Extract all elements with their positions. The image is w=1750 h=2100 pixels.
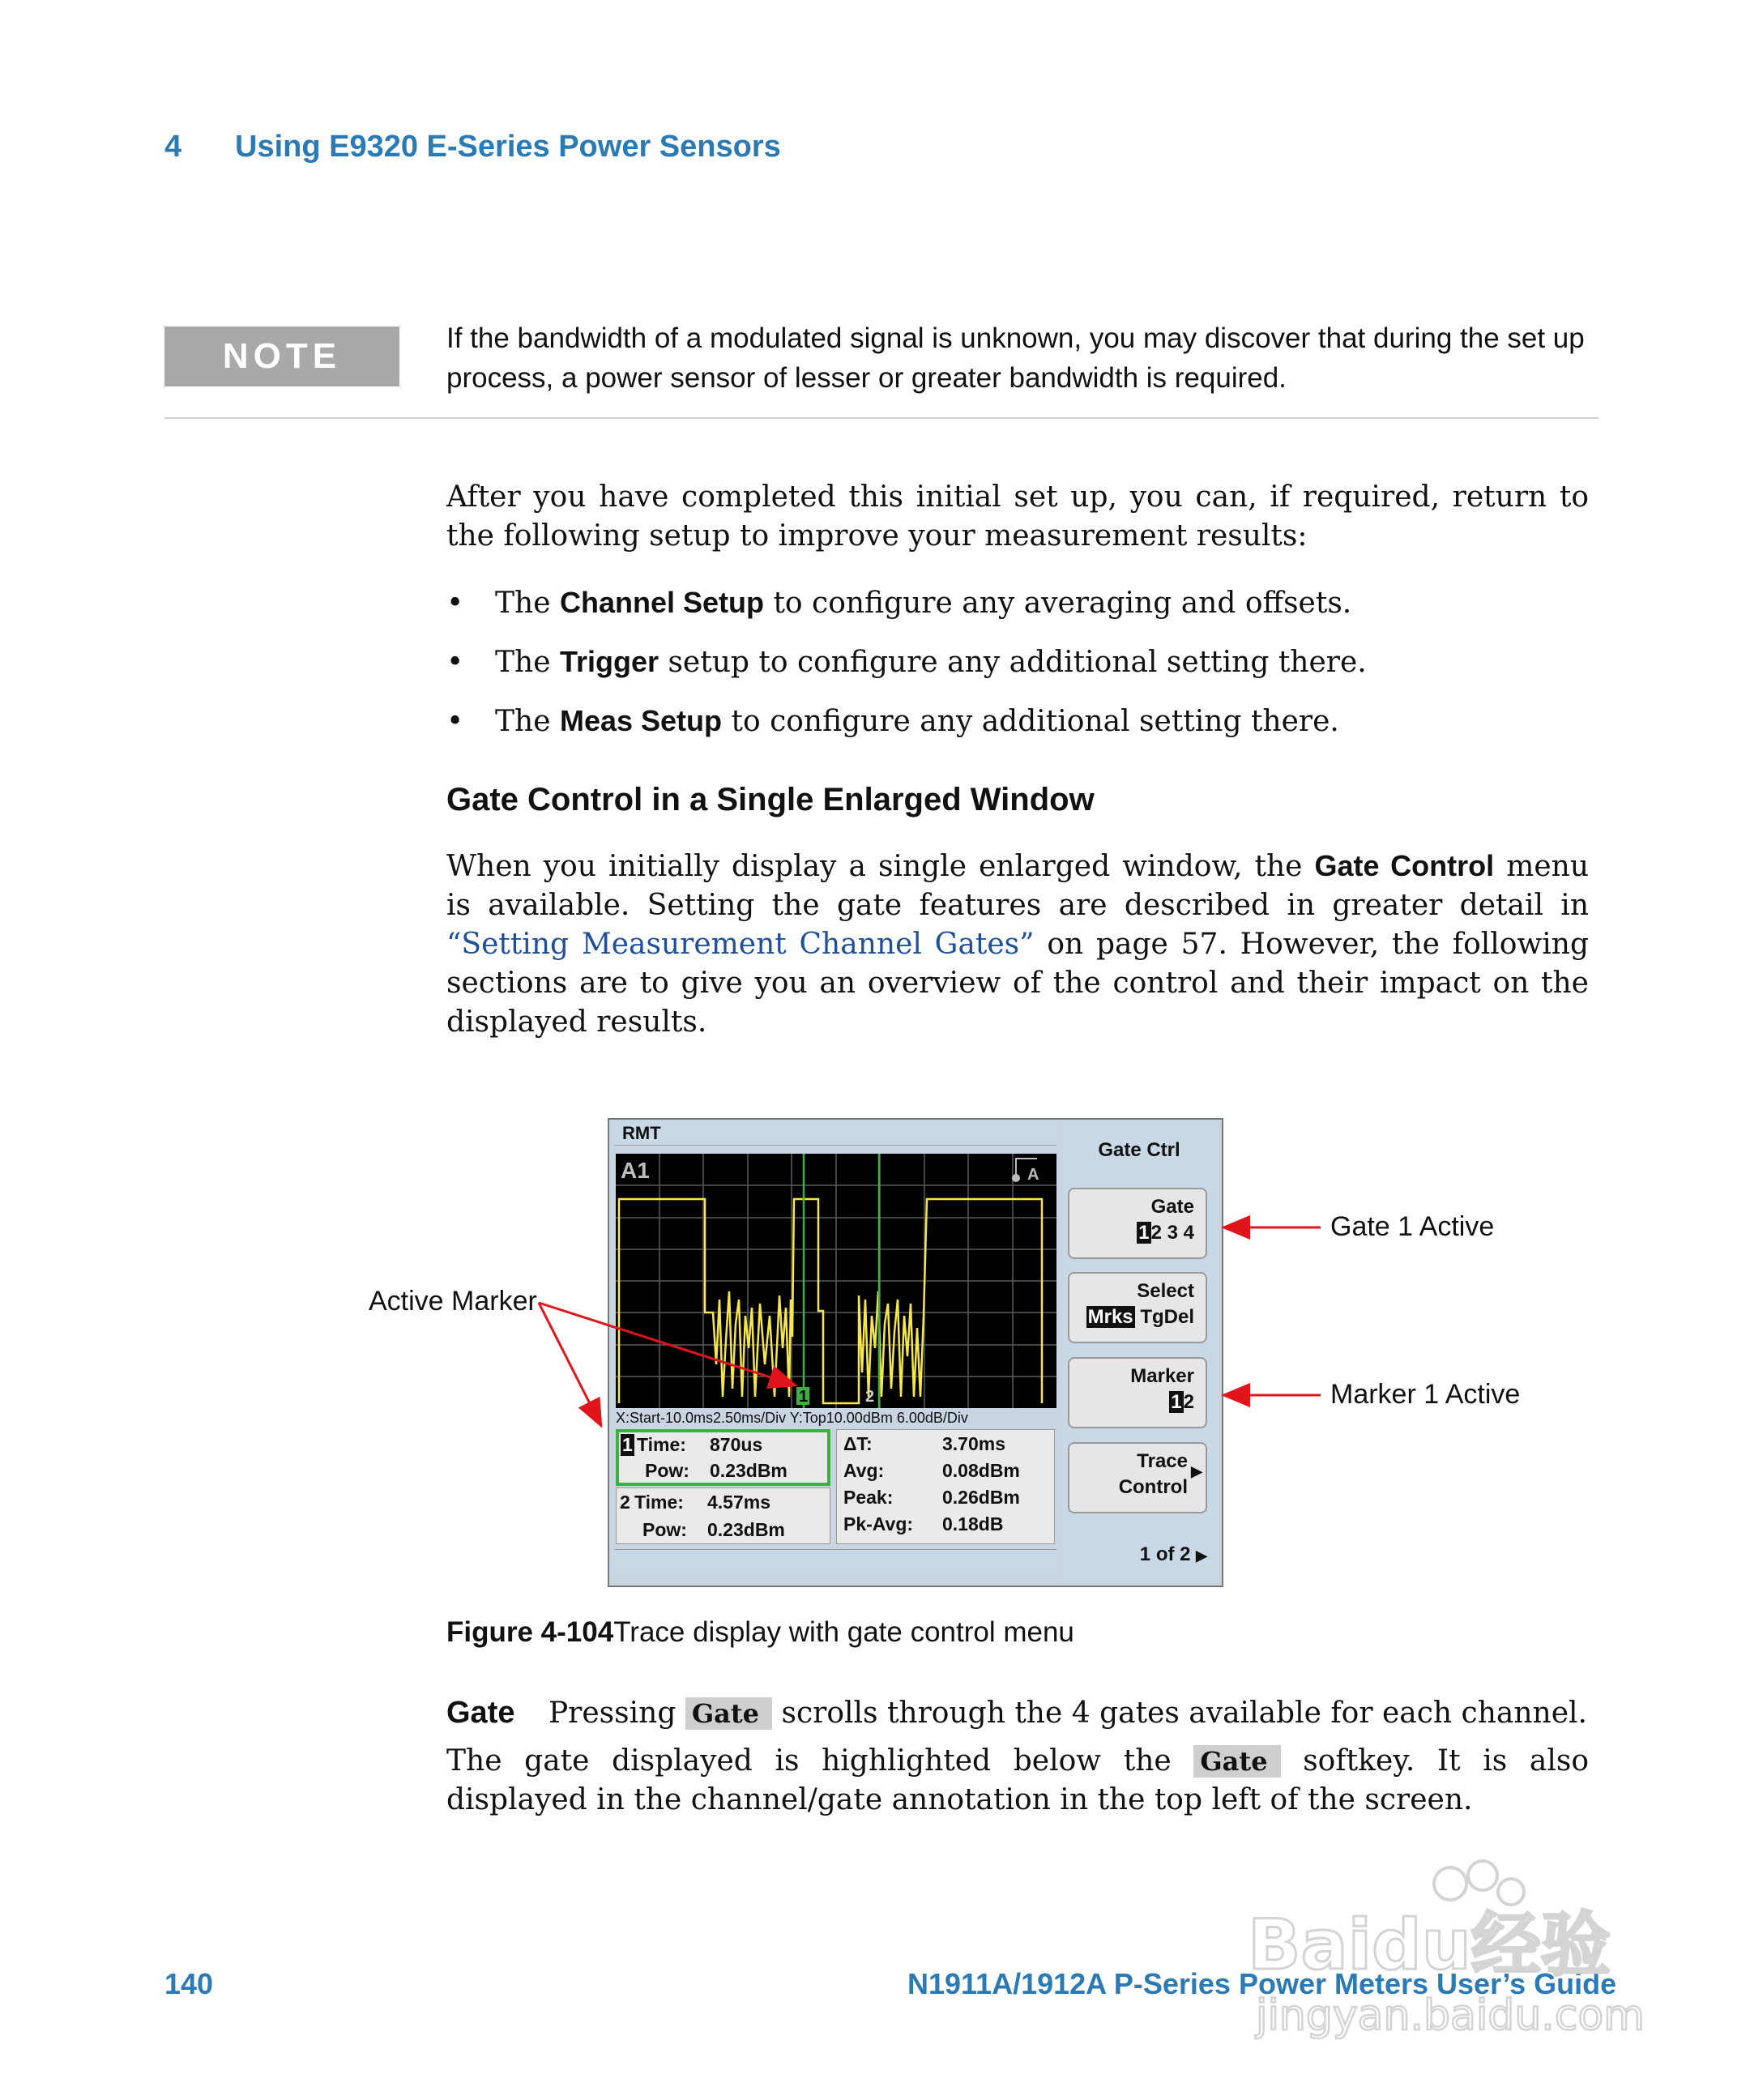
marker1-readout: 1 Time: 870us Pow: 0.23dBm	[616, 1429, 830, 1486]
guide-title: N1911A/1912A P-Series Power Meters User’s Guide	[907, 1967, 1617, 2000]
marker1-label: 1	[799, 1388, 809, 1406]
trace-control-softkey[interactable]: Trace Control ▶	[1068, 1442, 1207, 1513]
chapter-number: 4	[164, 130, 182, 164]
note-label: NOTE	[164, 327, 399, 386]
trace-plot	[616, 1154, 1056, 1408]
gate-term-continuation: The gate displayed is highlighted below the Gate softkey. It is also displayed in the channel/gate annotation in the top left of the screen.	[446, 1744, 1589, 1816]
marker1-number: 1	[622, 1434, 633, 1455]
active-marker-arrow-2	[539, 1303, 601, 1426]
section-heading: Gate Control in a Single Enlarged Window	[446, 782, 1095, 817]
menu-title: Gate Ctrl	[1098, 1139, 1180, 1161]
trigger-dot	[1012, 1174, 1020, 1182]
gate-active-callout: Gate 1 Active	[1330, 1211, 1495, 1242]
bullet-item: • The Meas Setup to configure any additional setting there.	[446, 702, 1589, 741]
menu-pager[interactable]: 1 of 2 ▶	[1139, 1543, 1207, 1565]
marker2-number: 2	[620, 1492, 630, 1513]
note-text: If the bandwidth of a modulated signal is unknown, you may discover that during the set up process, a power sensor of lesser or greater bandwidth is required.	[446, 322, 1585, 394]
bullet-dot: •	[446, 587, 464, 620]
gate-statistics: ΔT: 3.70ms Avg: 0.08dBm Peak: 0.26dBm Pk-Avg: 0.18dB	[836, 1429, 1055, 1544]
trigger-label: A	[1027, 1166, 1039, 1184]
figure-caption: Figure 4-104Trace display with gate control menu	[446, 1616, 1074, 1648]
axis-scale-text: X:Start-10.0ms2.50ms/Div Y:Top10.00dBm 6.00dB/Div	[616, 1408, 1056, 1428]
gate-key: Gate	[1193, 1745, 1280, 1778]
chapter-title: Using E9320 E-Series Power Sensors	[235, 130, 781, 164]
gate-key: Gate	[685, 1697, 772, 1730]
watermark-url: jingyan.baidu.com	[1256, 1991, 1645, 2040]
watermark-brand: Baidu经验	[1248, 1905, 1611, 1986]
term-heading: Gate	[446, 1696, 515, 1730]
selected-marker: 1	[1171, 1391, 1182, 1413]
intro-paragraph: After you have completed this initial set up, you can, if required, return to the following setup to improve your measurement results:	[446, 480, 1589, 553]
note-divider	[164, 417, 1598, 419]
bullet-dot: •	[446, 705, 464, 738]
active-marker-callout: Active Marker	[369, 1286, 537, 1317]
plot-grid	[616, 1154, 1056, 1408]
marker2-readout: 2 Time: 4.57ms Pow: 0.23dBm	[616, 1488, 830, 1544]
bullet-dot: •	[446, 646, 464, 679]
gate-softkey[interactable]: Gate 12 3 4	[1068, 1188, 1207, 1259]
marker-softkey[interactable]: Marker 12	[1068, 1357, 1207, 1428]
selected-gate: 1	[1138, 1222, 1150, 1244]
next-page-icon: ▶	[1196, 1547, 1207, 1564]
bullet-item: • The Channel Setup to configure any averaging and offsets.	[446, 583, 1589, 623]
selected-mode: Mrks	[1087, 1306, 1133, 1328]
channel-label: A1	[621, 1158, 650, 1183]
select-softkey[interactable]: Select Mrks TgDel	[1068, 1272, 1207, 1343]
page-number: 140	[164, 1967, 214, 2000]
gate-control-paragraph: When you initially display a single enlarged window, the Gate Control menu is available. Setting the gate features are described in greater detail in “Setting Measurement Channel Gates” on page 57. However, the following sections are to give you an overview of the control and their impact on the displayed results.	[446, 849, 1589, 1039]
gate-term-paragraph: Gate Pressing Gate scrolls through the 4 gates available for each channel.	[446, 1696, 1588, 1730]
status-bar: RMT	[614, 1121, 1056, 1146]
bottom-status-strip	[614, 1549, 1056, 1576]
marker-active-callout: Marker 1 Active	[1330, 1379, 1521, 1410]
trace-line	[619, 1199, 1042, 1403]
bullet-item: • The Trigger setup to configure any additional setting there.	[446, 642, 1589, 682]
submenu-arrow-icon: ▶	[1191, 1463, 1202, 1479]
marker2-label: 2	[865, 1388, 875, 1406]
cross-reference-link[interactable]: “Setting Measurement Channel Gates”	[446, 928, 1035, 961]
watermark	[1248, 1847, 1669, 2050]
